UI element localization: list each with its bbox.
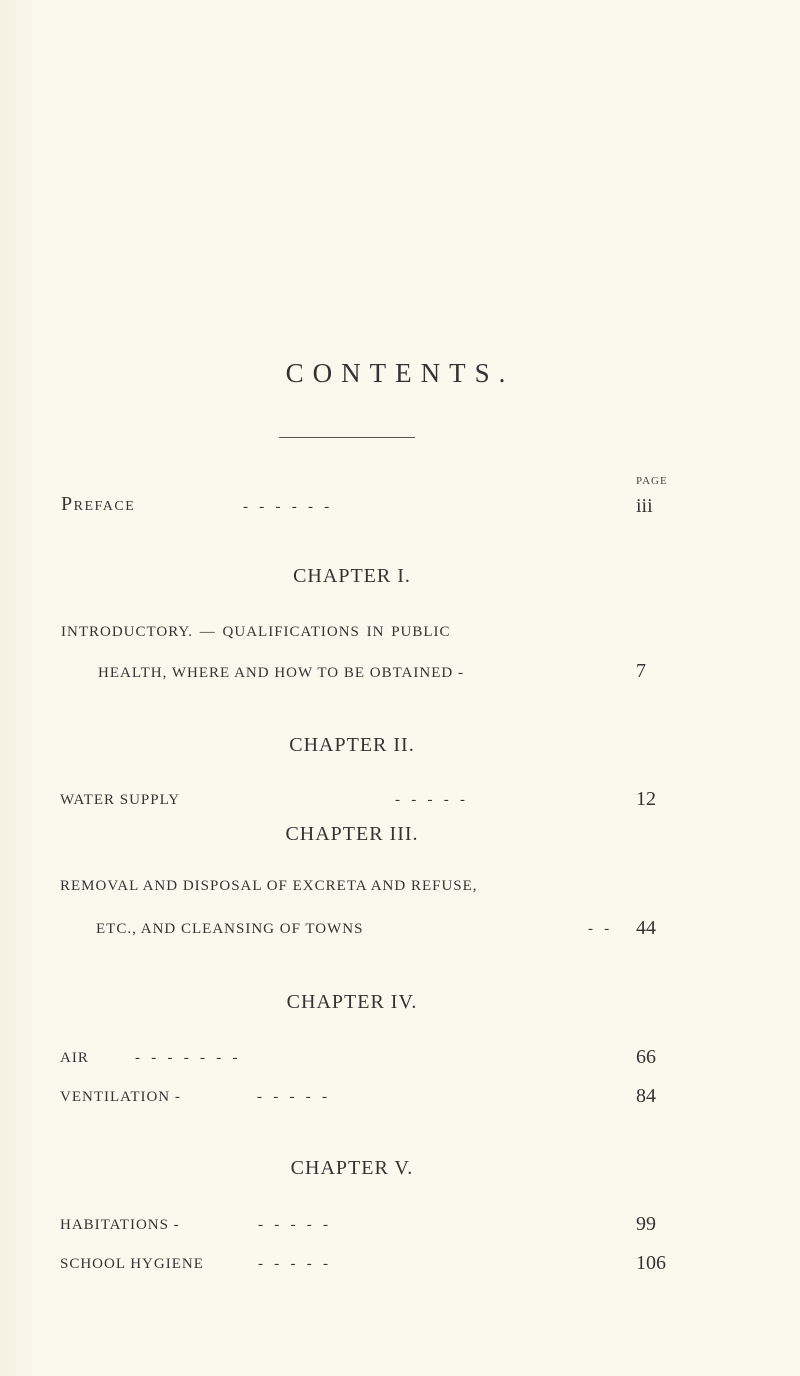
chapter-heading-5: CHAPTER V. xyxy=(290,1157,414,1179)
toc-entry-removal-disposal[interactable]: REMOVAL AND DISPOSAL OF EXCRETA AND REFUSE, xyxy=(60,878,478,894)
toc-entry-habitations[interactable]: HABITATIONS - xyxy=(60,1217,180,1233)
toc-entry-preface[interactable] xyxy=(61,493,661,516)
leader-dots: - - - - - xyxy=(395,792,465,808)
toc-entry-introductory[interactable]: INTRODUCTORY. — QUALIFICATIONS IN PUBLIC xyxy=(61,624,451,640)
toc-page-number: 12 xyxy=(636,788,656,810)
leader-dots: - - - - - xyxy=(258,1256,328,1272)
title-rule xyxy=(279,437,415,438)
toc-page-number: 44 xyxy=(636,917,656,939)
toc-page-number: 99 xyxy=(636,1213,656,1235)
leader-dots: - - - - - - xyxy=(243,499,330,515)
leader-dots: - - - - - xyxy=(258,1217,328,1233)
leader-dots: - - - - - xyxy=(257,1089,327,1105)
leader-dots: - - xyxy=(588,921,610,937)
toc-page-number: 106 xyxy=(636,1252,666,1274)
toc-page-number: 66 xyxy=(636,1046,656,1068)
toc-entry-water-supply[interactable]: WATER SUPPLY xyxy=(60,792,181,808)
leader-dots: - - - - - - - xyxy=(135,1050,238,1066)
toc-entry-continuation: HEALTH, WHERE AND HOW TO BE OBTAINED - xyxy=(98,665,464,681)
toc-entry-school-hygiene[interactable]: SCHOOL HYGIENE xyxy=(60,1256,204,1272)
chapter-heading-1: CHAPTER I. xyxy=(293,565,411,587)
toc-page-number: 7 xyxy=(636,660,646,682)
toc-entry-label: Preface xyxy=(61,493,136,515)
toc-entry-ventilation[interactable]: VENTILATION - xyxy=(60,1089,181,1105)
page-column-label: PAGE xyxy=(636,475,668,487)
toc-entry-continuation: ETC., AND CLEANSING OF TOWNS xyxy=(96,921,364,937)
toc-entry-air[interactable]: AIR xyxy=(60,1050,89,1066)
chapter-heading-4: CHAPTER IV. xyxy=(286,991,418,1013)
chapter-heading-3: CHAPTER III. xyxy=(285,823,419,845)
toc-page-number: 84 xyxy=(636,1085,656,1107)
toc-page-number: iii xyxy=(636,495,653,517)
page-title: CONTENTS. xyxy=(285,358,515,388)
chapter-heading-2: CHAPTER II. xyxy=(289,734,415,756)
